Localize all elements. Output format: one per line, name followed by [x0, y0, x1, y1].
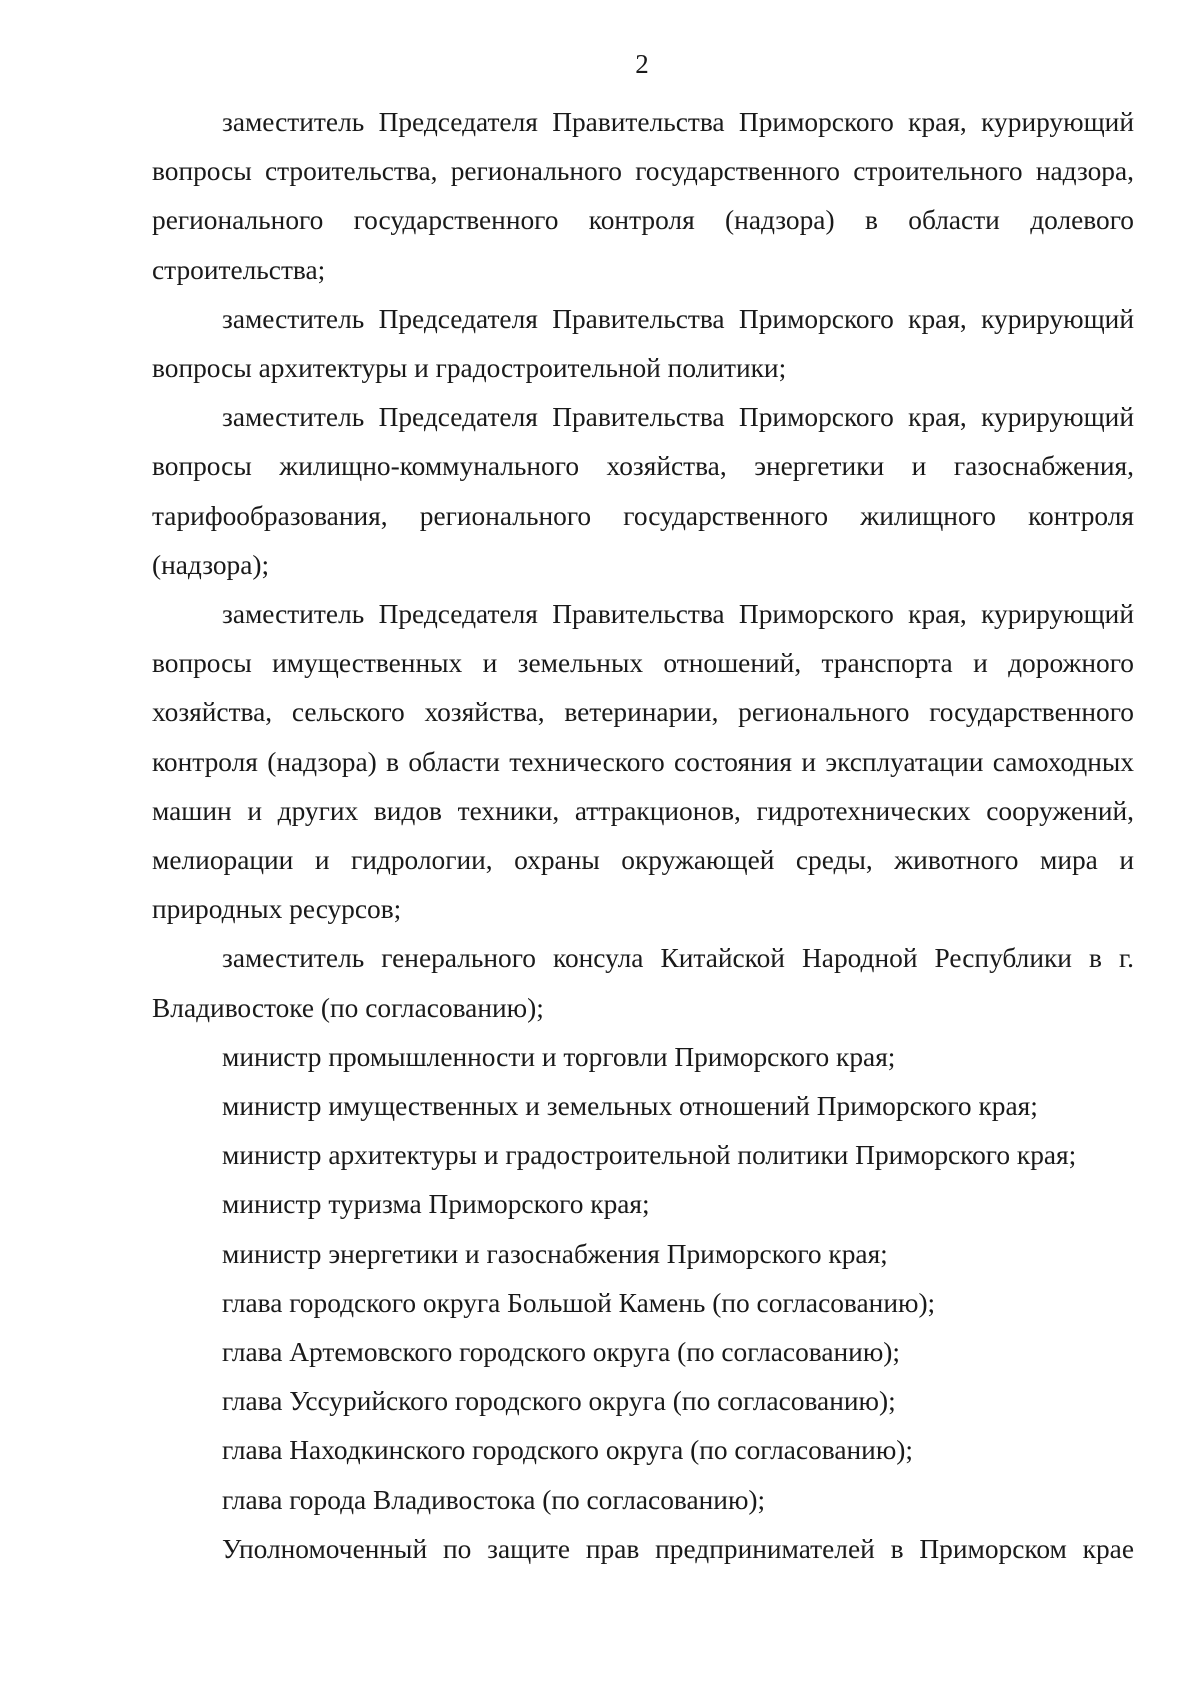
paragraph-minister-industry: министр промышленности и торговли Приморского края; — [222, 1041, 896, 1072]
paragraph-minister-energy: министр энергетики и газоснабжения Приморского края; — [222, 1238, 888, 1269]
paragraph-head-ussuriysk: глава Уссурийского городского округа (по согласованию); — [222, 1386, 896, 1417]
paragraph-head-artem: глава Артемовского городского округа (по согласованию); — [222, 1337, 901, 1368]
page-number: 2 — [635, 49, 649, 79]
paragraph-head-vladivostok: глава города Владивостока (по согласованию); — [222, 1484, 766, 1515]
paragraph-deputy-property: заместитель Председателя Правительства Приморского края, курирующий вопросы имущественных и земельных отношений, транспорта и дорожного хозяйства, сельского хозяйства, ветеринарии, регионального государственного контроля (надзора) в области технического состояния и эксплуатации самоходных машин и других видов техники, аттракционов, гидротехнических сооружений, мелиорации и гидрологии, охраны окружающей среды, животного мира и природных ресурсов; — [152, 599, 1134, 925]
paragraph-minister-property: министр имущественных и земельных отношений Приморского края; — [222, 1091, 1038, 1122]
paragraph-deputy-construction: заместитель Председателя Правительства Приморского края, курирующий вопросы строительства, регионального государственного строительного надзора, регионального государственного контроля (надзора) в области долевого строительства; — [152, 107, 1134, 285]
paragraph-deputy-housing: заместитель Председателя Правительства Приморского края, курирующий вопросы жилищно-коммунального хозяйства, энергетики и газоснабжения, тарифообразования, регионального государственного жилищного контроля (надзора); — [152, 402, 1134, 580]
paragraph-minister-architecture: министр архитектуры и градостроительной политики Приморского края; — [222, 1140, 1077, 1171]
document-body — [152, 98, 1134, 1574]
paragraph-deputy-consul: заместитель генерального консула Китайской Народной Республики в г. Владивостоке (по согласованию); — [152, 943, 1134, 1023]
paragraph-minister-tourism: министр туризма Приморского края; — [222, 1189, 650, 1220]
paragraph-deputy-architecture: заместитель Председателя Правительства Приморского края, курирующий вопросы архитектуры и градостроительной политики; — [152, 303, 1134, 384]
paragraph-head-bolshoy-kamen: глава городского округа Большой Камень (по согласованию); — [222, 1287, 936, 1318]
paragraph-ombudsman: Уполномоченный по защите прав предпринимателей в Приморском крае — [222, 1533, 1134, 1564]
paragraph-head-nakhodka: глава Находкинского городского округа (по согласованию); — [222, 1435, 914, 1466]
